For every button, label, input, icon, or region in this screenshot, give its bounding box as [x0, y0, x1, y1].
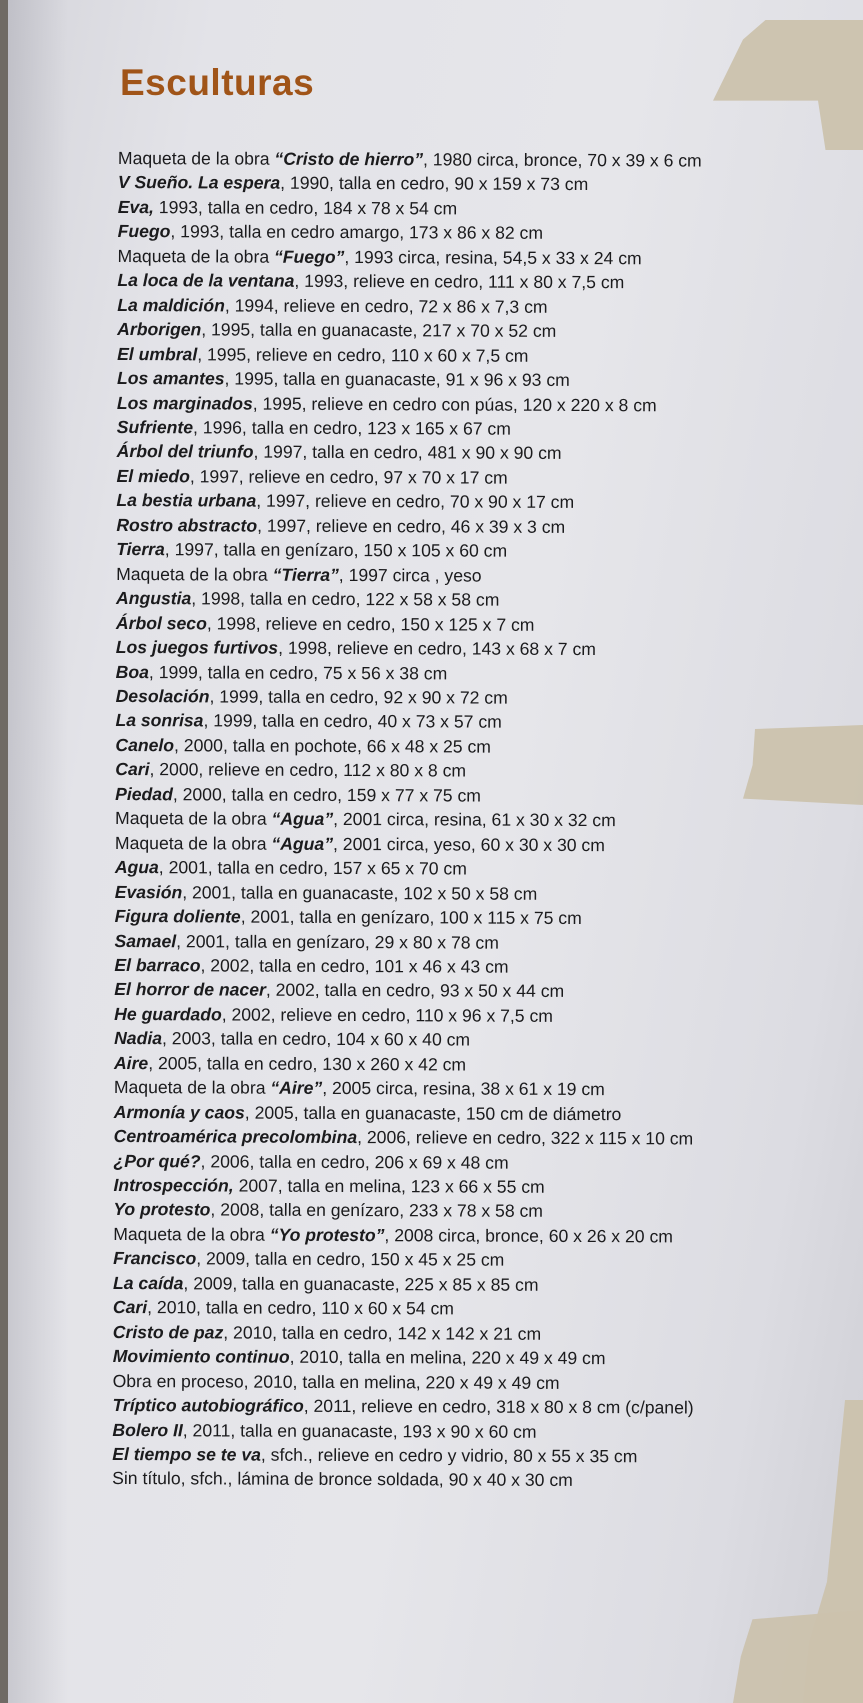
list-item [117, 268, 701, 295]
entry-prefix: Maqueta de la obra [114, 832, 272, 854]
list-item [117, 439, 701, 466]
entry-details: , 1993, talla en cedro amargo, 173 x 86 x 82 cm [170, 221, 544, 244]
entry-details: , 1997, relieve en cedro, 70 x 90 x 17 cm [256, 490, 575, 513]
list-item [113, 1320, 697, 1347]
entry-details: , 1993 circa, resina, 54,5 x 33 x 24 cm [344, 246, 642, 269]
work-title: V Sueño. La espera [117, 172, 281, 194]
work-title: Canelo [115, 734, 175, 756]
list-item [113, 1369, 697, 1396]
work-title: Cari [115, 759, 150, 780]
work-title: “Aire” [270, 1077, 323, 1099]
list-item [114, 1002, 698, 1029]
work-title: Boa [115, 661, 150, 682]
work-title: Desolación [115, 685, 210, 707]
list-item [114, 1075, 698, 1102]
entry-details: , 1999, talla en cedro, 92 x 90 x 72 cm [209, 686, 508, 708]
work-title: “Agua” [271, 808, 334, 830]
work-title: Rostro abstracto [116, 514, 258, 536]
entry-details: , 2001, talla en cedro, 157 x 65 x 70 cm [158, 857, 467, 879]
entry-details: , 2006, relieve en cedro, 322 x 115 x 10 cm [357, 1127, 694, 1149]
work-title: Figura doliente [114, 906, 241, 927]
work-title: “Agua” [271, 833, 334, 854]
sculpture-list [112, 146, 702, 1493]
work-title: El umbral [117, 343, 198, 364]
entry-prefix: Maqueta de la obra [117, 147, 275, 169]
entry-prefix: Maqueta de la obra [116, 563, 273, 585]
list-item [115, 904, 699, 931]
entry-details: , 1998, talla en cedro, 122 x 58 x 58 cm [191, 588, 500, 610]
list-item [114, 1051, 698, 1078]
page-shadow [8, 0, 68, 1703]
entry-details: , 2010, talla en melina, 220 x 49 x 49 cm [289, 1346, 606, 1369]
list-item [114, 1100, 698, 1127]
entry-details: , 1980 circa, bronce, 70 x 39 x 6 cm [422, 149, 702, 171]
list-item [112, 1393, 696, 1420]
entry-details: , 1995, relieve en cedro con púas, 120 x 220 x 8 cm [252, 393, 657, 415]
work-title: El tiempo se te va [112, 1444, 261, 1465]
entry-prefix: Maqueta de la obra [113, 1223, 270, 1245]
work-title: Samael [114, 930, 177, 951]
list-item [115, 733, 699, 760]
list-item [114, 928, 698, 955]
entry-details: , 2003, talla en cedro, 104 x 60 x 40 cm [161, 1028, 471, 1050]
list-item [117, 293, 701, 320]
entry-details: , 2001 circa, yeso, 60 x 30 x 30 cm [332, 833, 605, 855]
entry-details: 1993, talla en cedro, 184 x 78 x 54 cm [153, 197, 458, 219]
entry-details: , 2006, talla en cedro, 206 x 69 x 48 cm [200, 1150, 509, 1173]
entry-details: 2007, talla en melina, 123 x 66 x 55 cm [233, 1175, 545, 1197]
list-item [116, 513, 700, 540]
entry-details: , 1997, talla en cedro, 481 x 90 x 90 cm [253, 442, 562, 464]
work-title: Tierra [116, 539, 165, 560]
list-item [114, 1026, 698, 1053]
work-title: “Yo protesto” [269, 1224, 385, 1246]
entry-prefix: Sin título, sfch., lámina de bronce soldada, 90 x 40 x 30 cm [112, 1468, 573, 1491]
entry-prefix: Maqueta de la obra [115, 808, 272, 829]
list-item [116, 660, 700, 687]
list-item [114, 1149, 698, 1176]
list-item [117, 317, 701, 344]
work-title: La caída [112, 1272, 184, 1294]
entry-details: , 1999, talla en cedro, 75 x 56 x 38 cm [148, 661, 448, 683]
work-title: Cari [112, 1297, 148, 1318]
entry-prefix: Maqueta de la obra [113, 1077, 271, 1098]
work-title: Los marginados [116, 392, 253, 414]
list-item [116, 562, 700, 589]
work-title: Angustia [115, 588, 192, 609]
list-item [115, 757, 699, 784]
work-title: Aire [113, 1052, 149, 1073]
list-item [116, 537, 700, 564]
work-title: El barraco [114, 954, 201, 976]
work-title: El horror de nacer [114, 979, 266, 1001]
entry-prefix: Obra en proceso, 2010, talla en melina, 220 x 49 x 49 cm [112, 1370, 560, 1393]
entry-prefix: Maqueta de la obra [117, 245, 275, 267]
entry-details: , 2002, talla en cedro, 93 x 50 x 44 cm [265, 980, 565, 1002]
entry-details: , sfch., relieve en cedro y vidrio, 80 x 55 x 35 cm [260, 1444, 638, 1467]
list-item [117, 464, 701, 491]
work-title: Yo protesto [113, 1199, 211, 1220]
work-title: Cristo de paz [112, 1321, 224, 1343]
entry-details: , 1995, relieve en cedro, 110 x 60 x 7,5 cm [197, 343, 529, 366]
work-title: Armonía y caos [113, 1101, 245, 1123]
work-title: Arborigen [117, 319, 202, 340]
list-item [116, 635, 700, 662]
list-item [117, 391, 701, 418]
work-title: Introspección, [113, 1175, 234, 1196]
entry-details: , 1999, talla en cedro, 40 x 73 x 57 cm [203, 710, 502, 733]
entry-details: , 2000, relieve en cedro, 112 x 80 x 8 cm [149, 759, 467, 781]
list-item [113, 1222, 697, 1249]
work-title: Sufriente [116, 416, 194, 438]
list-item [113, 1295, 697, 1322]
list-item [113, 1271, 697, 1298]
entry-details: , 1994, relieve en cedro, 72 x 86 x 7,3 cm [224, 295, 548, 317]
list-item [114, 977, 698, 1004]
list-item [115, 880, 699, 907]
entry-details: , 1997, relieve en cedro, 46 x 39 x 3 cm [257, 515, 566, 537]
work-title: ¿Por qué? [113, 1150, 201, 1171]
entry-details: , 2001, talla en genízaro, 100 x 115 x 75 cm [240, 906, 582, 929]
entry-details: , 1998, relieve en cedro, 143 x 68 x 7 cm [278, 637, 596, 660]
entry-details: , 1997, talla en genízaro, 150 x 105 x 60 cm [164, 539, 508, 561]
list-item [113, 1246, 697, 1273]
work-title: “Tierra” [272, 564, 339, 585]
list-item [116, 684, 700, 711]
work-title: Árbol del triunfo [116, 441, 254, 463]
entry-details: , 1997, relieve en cedro, 97 x 70 x 17 cm [189, 466, 508, 488]
masking-tape [743, 725, 863, 805]
list-item [112, 1442, 696, 1469]
entry-details: , 2005 circa, resina, 38 x 61 x 19 cm [322, 1078, 605, 1100]
list-item [118, 170, 702, 197]
work-title: La loca de la ventana [117, 270, 295, 292]
work-title: Los amantes [116, 368, 225, 389]
entry-details: , 1997 circa , yeso [338, 564, 482, 586]
list-item [116, 611, 700, 638]
entry-details: , 2001 circa, resina, 61 x 30 x 32 cm [333, 809, 616, 831]
work-title: Movimiento continuo [112, 1346, 290, 1367]
list-item [115, 806, 699, 833]
masking-tape [713, 20, 863, 150]
list-item [114, 953, 698, 980]
list-item [115, 855, 699, 882]
list-item [114, 1124, 698, 1151]
work-title: Nadia [114, 1028, 163, 1049]
work-title: Francisco [113, 1248, 197, 1269]
work-title: Agua [114, 857, 159, 878]
work-title: Fuego [117, 221, 171, 242]
list-item [113, 1344, 697, 1371]
entry-details: , 2010, talla en cedro, 110 x 60 x 54 cm [147, 1297, 454, 1319]
entry-details: , 2011, relieve en cedro, 318 x 80 x 8 cm (c/panel) [303, 1395, 694, 1418]
entry-details: , 2008, talla en genízaro, 233 x 78 x 58 cm [210, 1199, 544, 1222]
entry-details: , 2005, talla en guanacaste, 150 cm de diámetro [244, 1102, 622, 1124]
list-item [112, 1466, 696, 1493]
entry-details: , 2002, talla en cedro, 101 x 46 x 43 cm [200, 955, 509, 977]
entry-details: , 2009, talla en cedro, 150 x 45 x 25 cm [196, 1248, 505, 1271]
work-title: Centroamérica precolombina [113, 1126, 358, 1148]
list-item [113, 1197, 697, 1224]
list-item [117, 415, 701, 442]
document-page [8, 0, 863, 1703]
page-title: Esculturas [120, 62, 315, 103]
list-item [116, 586, 700, 613]
list-item [118, 195, 702, 222]
work-title: “Cristo de hierro” [274, 148, 424, 170]
list-item [118, 219, 702, 246]
work-title: El miedo [116, 465, 190, 487]
work-title: Los juegos furtivos [115, 637, 279, 658]
list-item [115, 831, 699, 858]
entry-details: , 2000, talla en cedro, 159 x 77 x 75 cm [172, 784, 481, 806]
work-title: Eva, [117, 196, 154, 218]
list-item [115, 782, 699, 809]
entry-details: , 2002, relieve en cedro, 110 x 96 x 7,5 cm [221, 1004, 554, 1026]
list-item [115, 708, 699, 735]
work-title: La bestia urbana [116, 490, 257, 511]
list-item [118, 146, 702, 173]
list-item [117, 342, 701, 369]
work-title: Evasión [114, 881, 183, 902]
entry-details: , 1995, talla en guanacaste, 91 x 96 x 93 cm [224, 368, 570, 391]
list-item [117, 366, 701, 393]
entry-details: , 2000, talla en pochote, 66 x 48 x 25 cm [174, 735, 492, 757]
entry-details: , 1998, relieve en cedro, 150 x 125 x 7 cm [206, 613, 535, 635]
entry-details: , 1996, talla en cedro, 123 x 165 x 67 cm [192, 417, 511, 439]
work-title: “Fuego” [273, 246, 345, 267]
entry-details: , 1990, talla en cedro, 90 x 159 x 73 cm [280, 173, 589, 195]
list-item [116, 488, 700, 515]
entry-details: , 1993, relieve en cedro, 111 x 80 x 7,5 cm [294, 271, 625, 293]
entry-details: , 2010, talla en cedro, 142 x 142 x 21 cm [223, 1322, 542, 1344]
entry-details: , 2008 circa, bronce, 60 x 26 x 20 cm [384, 1225, 673, 1247]
masking-tape [733, 1610, 863, 1703]
entry-details: , 2001, talla en guanacaste, 102 x 50 x 58 cm [182, 881, 538, 904]
entry-details: , 2001, talla en genízaro, 29 x 80 x 78 cm [176, 930, 499, 953]
list-item [113, 1173, 697, 1200]
work-title: La sonrisa [115, 710, 204, 731]
work-title: Árbol seco [115, 612, 207, 634]
work-title: Tríptico autobiográfico [112, 1395, 304, 1416]
entry-details: , 2005, talla en cedro, 130 x 260 x 42 cm [148, 1052, 467, 1075]
entry-details: , 2011, talla en guanacaste, 193 x 90 x 60 cm [182, 1419, 537, 1442]
entry-details: , 2009, talla en guanacaste, 225 x 85 x 85 cm [183, 1273, 539, 1295]
work-title: Piedad [115, 783, 173, 805]
list-item [112, 1418, 696, 1445]
work-title: He guardado [114, 1003, 222, 1025]
work-title: La maldición [117, 294, 225, 316]
entry-details: , 1995, talla en guanacaste, 217 x 70 x 52 cm [201, 319, 557, 342]
work-title: Bolero II [112, 1419, 183, 1440]
list-item [117, 244, 701, 271]
